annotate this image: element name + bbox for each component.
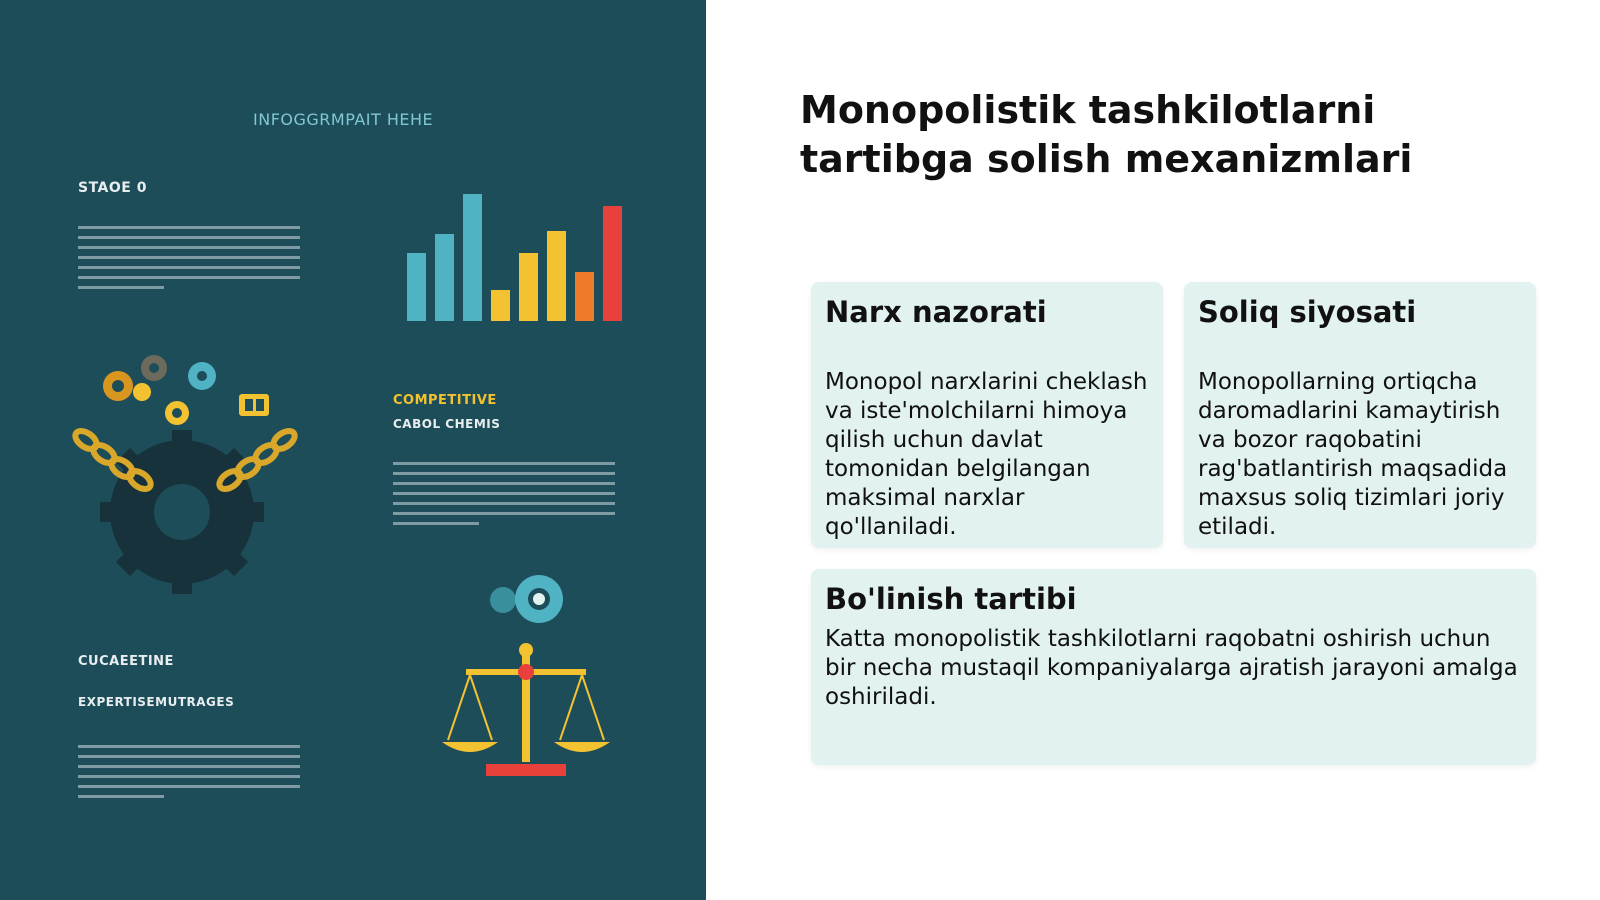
card-heading: Soliq siyosati: [1198, 295, 1417, 329]
slide-title: Monopolistik tashkilotlarni tartibga solish mexanizmlari: [800, 88, 1413, 181]
card-heading: Bo'linish tartibi: [825, 582, 1077, 616]
expertise-label: EXPERTISEMUTRAGES: [78, 695, 235, 709]
placeholder-text-block-3: [78, 745, 300, 798]
stage-label: STAOE 0: [78, 180, 147, 196]
placeholder-text-block-1: [78, 226, 300, 289]
placeholder-text-block-2: [393, 462, 615, 525]
scales-of-justice-icon: [442, 643, 610, 776]
card-soliq-siyosati: [1184, 282, 1536, 548]
teal-gear-icon: [490, 575, 563, 623]
infographic-heading: INFOGGRMPAIT HEHE: [253, 110, 434, 129]
small-gears-icon: [103, 355, 269, 425]
card-narx-nazorati: [811, 282, 1163, 548]
infographic-artwork: [0, 0, 706, 900]
bar-graphic: [407, 194, 622, 321]
card-body: Monopollarning ortiqcha daromadlarini kamaytirish va bozor raqobatini rag'batlantirish maqsadida maxsus soliq tizimlari joriy etiladi.: [1198, 369, 1508, 540]
gear-chain-icon: [72, 427, 298, 594]
card-body: Katta monopolistik tashkilotlarni raqobatni oshirish uchun bir necha mustaqil kompaniyalarga ajratish jarayoni amalga oshiriladi.: [825, 626, 1518, 710]
infographic-image: [0, 0, 706, 900]
cucarentine-label: CUCAEETINE: [78, 654, 174, 669]
card-heading: Narx nazorati: [825, 295, 1047, 329]
card-body: Monopol narxlarini cheklash va iste'molchilarni himoya qilish uchun davlat tomonidan belgilangan maksimal narxlar qo'llaniladi.: [825, 369, 1148, 540]
competitive-sub-label: CABOL CHEMIS: [393, 417, 501, 431]
card-bolinish-tartibi: [811, 569, 1536, 765]
competitive-label: COMPETITIVE: [393, 393, 497, 408]
